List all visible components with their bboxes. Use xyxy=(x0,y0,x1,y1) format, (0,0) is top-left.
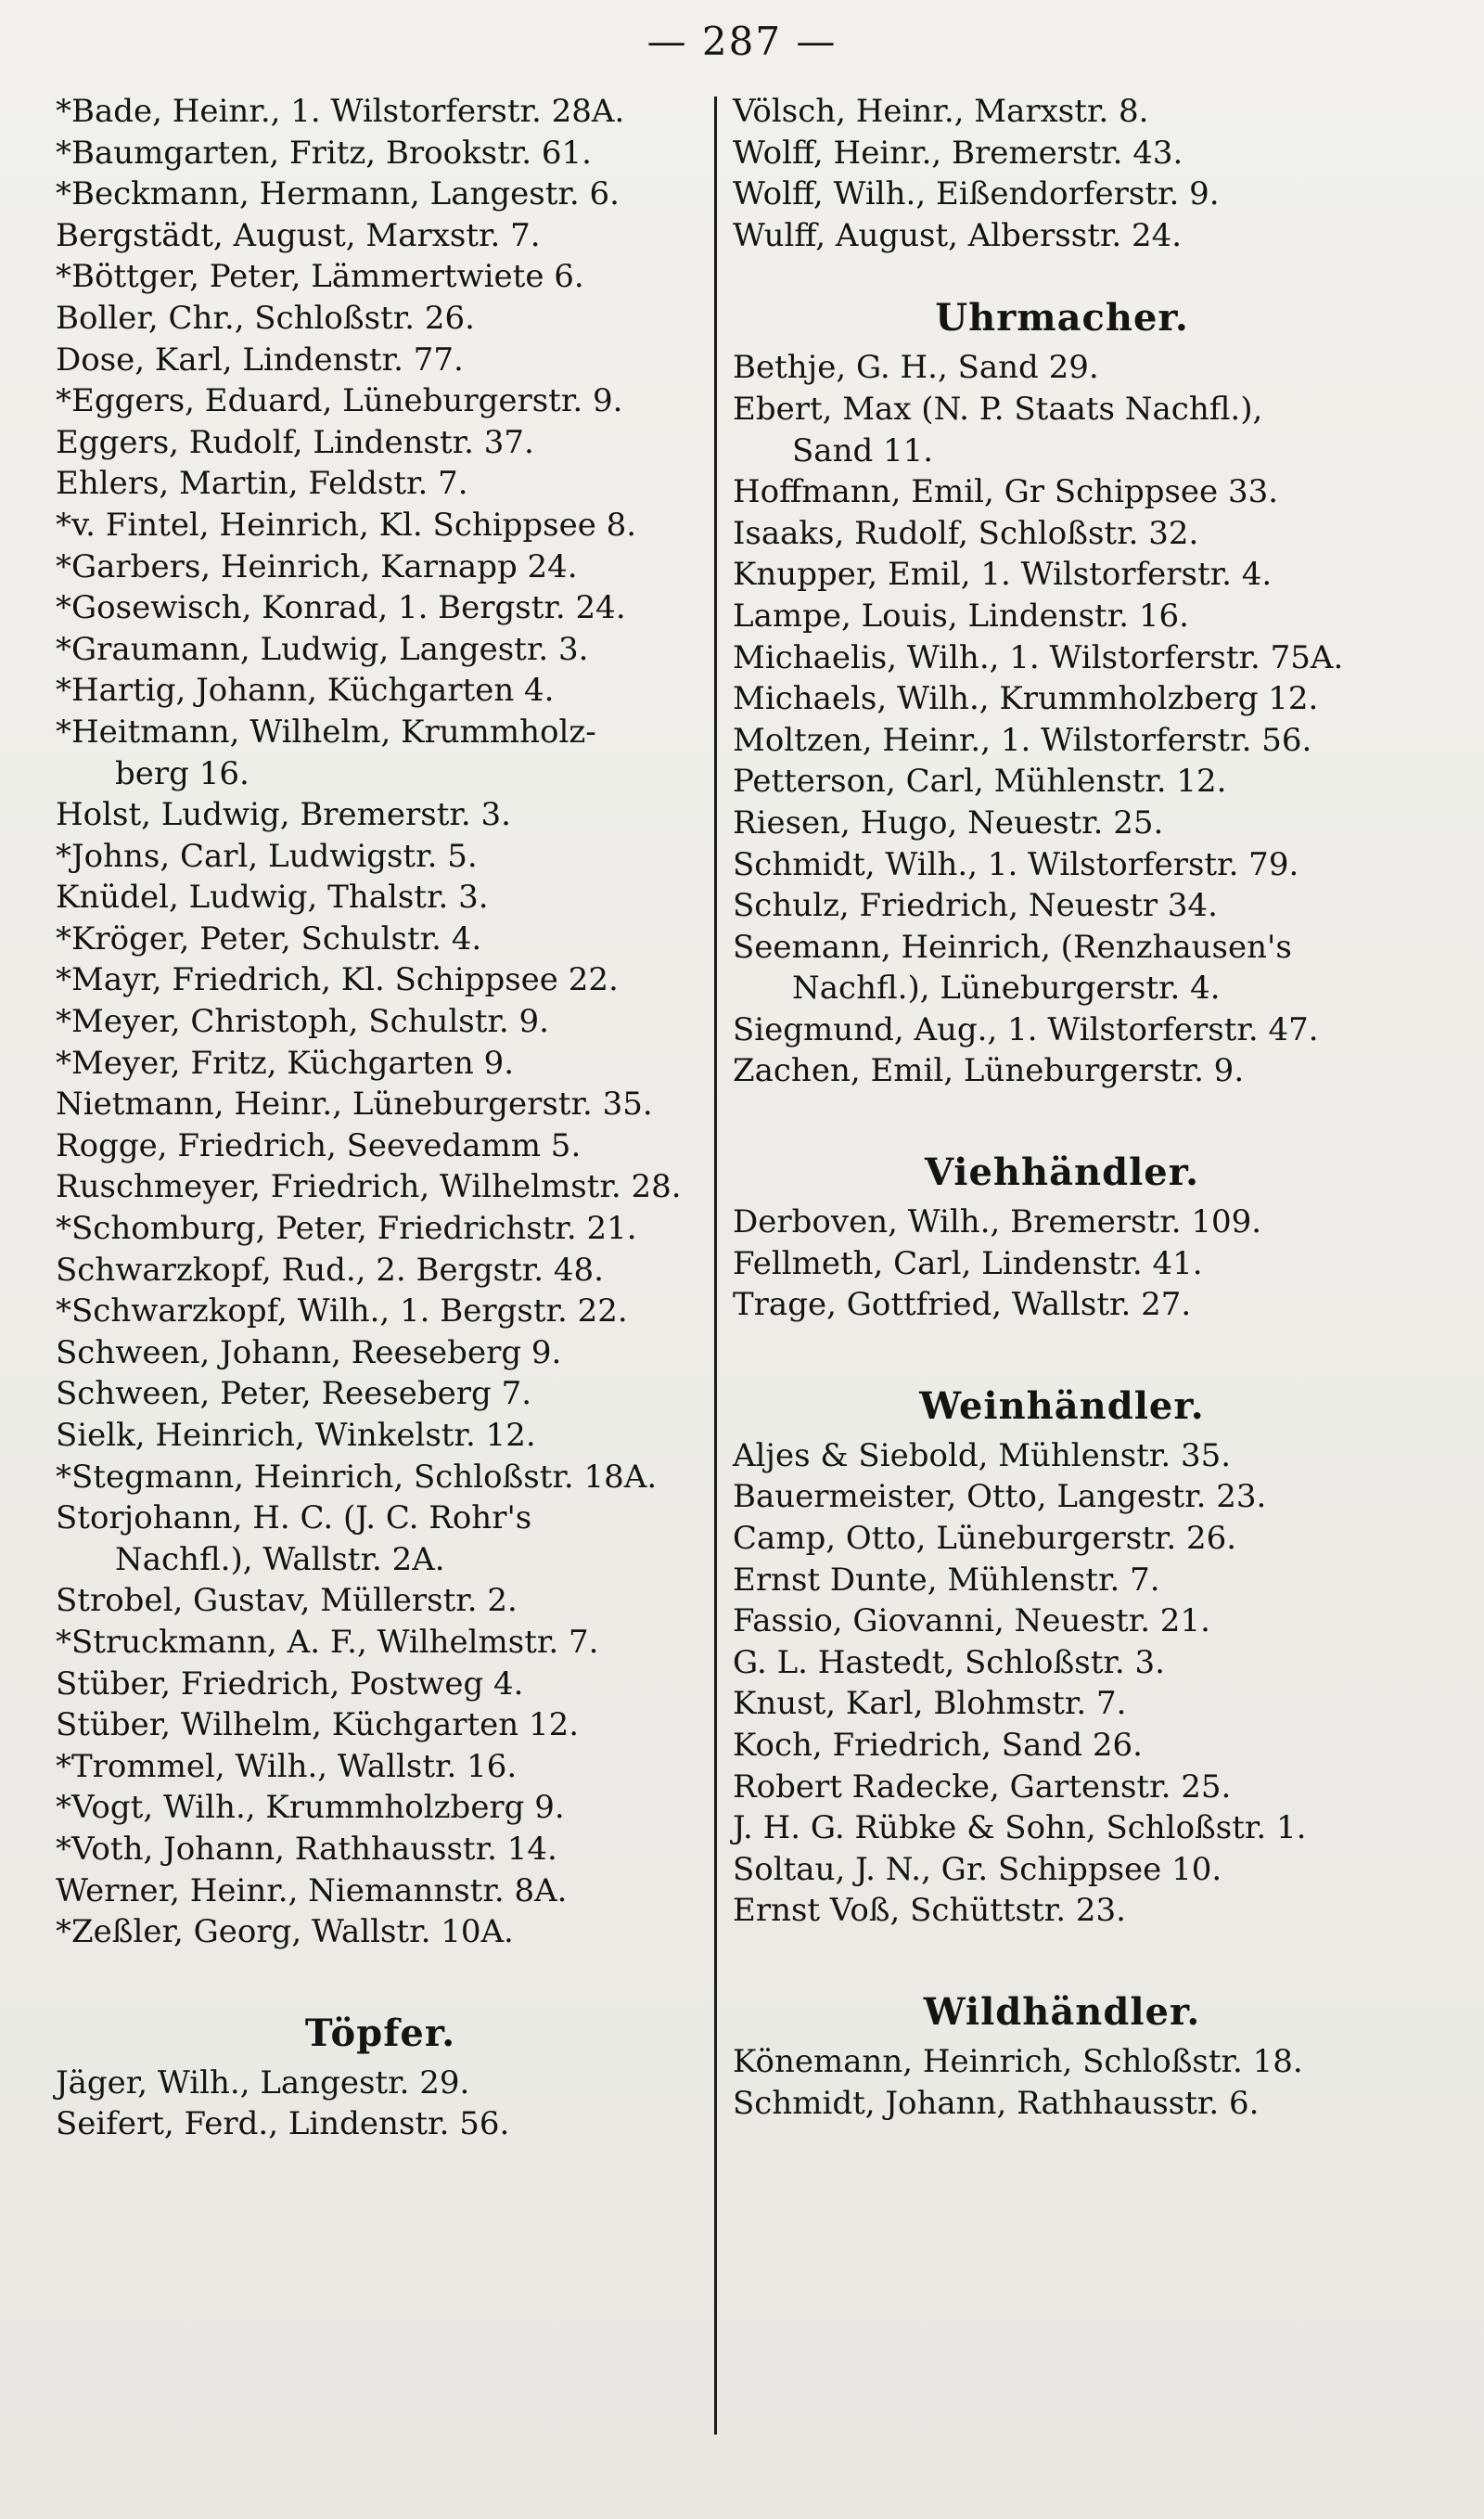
left-column xyxy=(56,91,705,2145)
directory-entry: Siegmund, Aug., 1. Wilstorferstr. 47. xyxy=(733,1010,1319,1048)
directory-entry: Robert Radecke, Gartenstr. 25. xyxy=(733,1767,1232,1806)
directory-entry: Michaels, Wilh., Krummholzberg 12. xyxy=(733,680,1319,718)
directory-entry: *Mayr, Friedrich, Kl. Schippsee 22. xyxy=(56,961,619,999)
directory-entry: Zachen, Emil, Lüneburgerstr. 9. xyxy=(733,1052,1245,1090)
directory-entry: *Gosewisch, Konrad, 1. Bergstr. 24. xyxy=(56,589,626,627)
directory-entry: *Stegmann, Heinrich, Schloßstr. 18A. xyxy=(56,1458,658,1496)
directory-entry: Fassio, Giovanni, Neuestr. 21. xyxy=(733,1602,1210,1640)
right-column xyxy=(733,91,1391,2124)
directory-entry: *Graumann, Ludwig, Langestr. 3. xyxy=(56,630,589,668)
directory-entry: Lampe, Louis, Lindenstr. 16. xyxy=(733,597,1189,635)
directory-entry-continuation: Sand 11. xyxy=(792,431,934,469)
directory-entry: Bergstädt, August, Marxstr. 7. xyxy=(56,216,541,254)
directory-entry: Aljes & Siebold, Mühlenstr. 35. xyxy=(733,1436,1232,1474)
section-heading-topfer: Töpfer. xyxy=(304,2011,456,2055)
directory-entry: Schulz, Friedrich, Neuestr 34. xyxy=(733,887,1218,925)
directory-entry: *Bade, Heinr., 1. Wilstorferstr. 28A. xyxy=(56,93,625,130)
directory-entry: Jäger, Wilh., Langestr. 29. xyxy=(56,2063,470,2101)
directory-entry: *Trommel, Wilh., Wallstr. 16. xyxy=(56,1747,518,1785)
directory-entry: Bethje, G. H., Sand 29. xyxy=(733,349,1099,387)
directory-entry: *v. Fintel, Heinrich, Kl. Schippsee 8. xyxy=(56,506,637,544)
directory-entry: Bauermeister, Otto, Langestr. 23. xyxy=(733,1478,1267,1516)
directory-entry: Ernst Voß, Schüttstr. 23. xyxy=(733,1892,1126,1930)
directory-entry: Wolff, Heinr., Bremerstr. 43. xyxy=(733,134,1183,172)
directory-entry: Moltzen, Heinr., 1. Wilstorferstr. 56. xyxy=(733,721,1312,759)
directory-entry: Ruschmeyer, Friedrich, Wilhelmstr. 28. xyxy=(56,1168,682,1206)
directory-entry: *Johns, Carl, Ludwigstr. 5. xyxy=(56,837,478,875)
section-heading-uhrmacher: Uhrmacher. xyxy=(935,296,1189,341)
directory-entry: Ernst Dunte, Mühlenstr. 7. xyxy=(733,1561,1160,1599)
directory-entry: Riesen, Hugo, Neuestr. 25. xyxy=(733,803,1164,842)
directory-entry: *Hartig, Johann, Küchgarten 4. xyxy=(56,672,555,710)
directory-entry: Knust, Karl, Blohmstr. 7. xyxy=(733,1685,1127,1723)
directory-entry: Knüdel, Ludwig, Thalstr. 3. xyxy=(56,879,489,917)
directory-entry: *Heitmann, Wilhelm, Krummholz- xyxy=(56,713,596,751)
directory-entry: Storjohann, H. C. (J. C. Rohr's xyxy=(56,1499,532,1537)
directory-entry: Rogge, Friedrich, Seevedamm 5. xyxy=(56,1126,582,1164)
directory-entry: Ebert, Max (N. P. Staats Nachfl.), xyxy=(733,390,1263,428)
directory-entry: Isaaks, Rudolf, Schloßstr. 32. xyxy=(733,514,1199,552)
directory-entry: Knupper, Emil, 1. Wilstorferstr. 4. xyxy=(733,556,1273,594)
directory-entry: Könemann, Heinrich, Schloßstr. 18. xyxy=(733,2042,1303,2080)
section-heading-wildhaendler: Wildhändler. xyxy=(923,1989,1201,2034)
directory-entry: Schmidt, Johann, Rathhausstr. 6. xyxy=(733,2084,1260,2122)
directory-entry: *Eggers, Eduard, Lüneburgerstr. 9. xyxy=(56,382,623,420)
directory-entry: *Voth, Johann, Rathhausstr. 14. xyxy=(56,1830,557,1868)
directory-entry: J. H. G. Rübke & Sohn, Schloßstr. 1. xyxy=(733,1809,1307,1847)
directory-entry: *Zeßler, Georg, Wallstr. 10A. xyxy=(56,1913,514,1951)
directory-entry: Schween, Peter, Reeseberg 7. xyxy=(56,1375,532,1413)
directory-entry: Camp, Otto, Lüneburgerstr. 26. xyxy=(733,1520,1237,1558)
directory-entry: Wulff, August, Albersstr. 24. xyxy=(733,216,1183,254)
directory-entry: G. L. Hastedt, Schloßstr. 3. xyxy=(733,1643,1165,1681)
directory-entry: Trage, Gottfried, Wallstr. 27. xyxy=(733,1286,1192,1324)
directory-entry: Eggers, Rudolf, Lindenstr. 37. xyxy=(56,423,534,461)
directory-entry: Soltau, J. N., Gr. Schippsee 10. xyxy=(733,1850,1222,1888)
directory-entry: Fellmeth, Carl, Lindenstr. 41. xyxy=(733,1244,1203,1282)
directory-entry: *Beckmann, Hermann, Langestr. 6. xyxy=(56,175,620,213)
directory-entry: *Schwarzkopf, Wilh., 1. Bergstr. 22. xyxy=(56,1292,628,1330)
directory-entry: Ehlers, Martin, Feldstr. 7. xyxy=(56,465,468,503)
directory-entry: *Böttger, Peter, Lämmertwiete 6. xyxy=(56,258,584,296)
directory-entry: Sielk, Heinrich, Winkelstr. 12. xyxy=(56,1417,536,1454)
directory-entry: *Struckmann, A. F., Wilhelmstr. 7. xyxy=(56,1623,599,1661)
directory-entry: *Kröger, Peter, Schulstr. 4. xyxy=(56,919,482,957)
directory-entry: Schwarzkopf, Rud., 2. Bergstr. 48. xyxy=(56,1251,604,1289)
page-number: — 287 — xyxy=(646,19,838,64)
section-heading-viehhaendler: Viehhändler. xyxy=(924,1150,1200,1195)
directory-entry: Seemann, Heinrich, (Renzhausen's xyxy=(733,928,1292,966)
directory-entry-continuation: Nachfl.), Wallstr. 2A. xyxy=(115,1540,445,1578)
directory-entry: Völsch, Heinr., Marxstr. 8. xyxy=(733,93,1149,130)
directory-entry: Koch, Friedrich, Sand 26. xyxy=(733,1727,1143,1764)
directory-entry: Petterson, Carl, Mühlenstr. 12. xyxy=(733,763,1227,801)
directory-entry: Dose, Karl, Lindenstr. 77. xyxy=(56,341,464,379)
directory-entry: Schween, Johann, Reeseberg 9. xyxy=(56,1333,562,1371)
directory-entry-continuation: berg 16. xyxy=(115,754,249,792)
directory-entry: Holst, Ludwig, Bremerstr. 3. xyxy=(56,796,511,834)
directory-entry: Boller, Chr., Schloßstr. 26. xyxy=(56,299,475,337)
directory-entry: Stüber, Wilhelm, Küchgarten 12. xyxy=(56,1706,580,1744)
directory-entry-continuation: Nachfl.), Lüneburgerstr. 4. xyxy=(792,970,1221,1008)
directory-entry: *Vogt, Wilh., Krummholzberg 9. xyxy=(56,1789,565,1827)
directory-entry: Michaelis, Wilh., 1. Wilstorferstr. 75A. xyxy=(733,638,1344,676)
directory-entry: *Garbers, Heinrich, Karnapp 24. xyxy=(56,547,578,585)
directory-entry: Schmidt, Wilh., 1. Wilstorferstr. 79. xyxy=(733,845,1299,883)
directory-entry: Wolff, Wilh., Eißendorferstr. 9. xyxy=(733,175,1220,213)
directory-entry: Strobel, Gustav, Müllerstr. 2. xyxy=(56,1582,518,1620)
column-divider xyxy=(714,96,717,2435)
directory-entry: Seifert, Ferd., Lindenstr. 56. xyxy=(56,2105,510,2143)
directory-entry: Hoffmann, Emil, Gr Schippsee 33. xyxy=(733,473,1279,511)
section-heading-weinhaendler: Weinhändler. xyxy=(919,1383,1205,1428)
directory-entry: Stüber, Friedrich, Postweg 4. xyxy=(56,1664,524,1703)
directory-entry: *Meyer, Fritz, Küchgarten 9. xyxy=(56,1044,515,1082)
directory-entry: Nietmann, Heinr., Lüneburgerstr. 35. xyxy=(56,1086,653,1124)
directory-entry: *Baumgarten, Fritz, Brookstr. 61. xyxy=(56,134,592,172)
directory-entry: Werner, Heinr., Niemannstr. 8A. xyxy=(56,1871,568,1909)
directory-entry: *Schomburg, Peter, Friedrichstr. 21. xyxy=(56,1210,637,1248)
directory-entry: Derboven, Wilh., Bremerstr. 109. xyxy=(733,1203,1262,1241)
directory-entry: *Meyer, Christoph, Schulstr. 9. xyxy=(56,1003,549,1041)
